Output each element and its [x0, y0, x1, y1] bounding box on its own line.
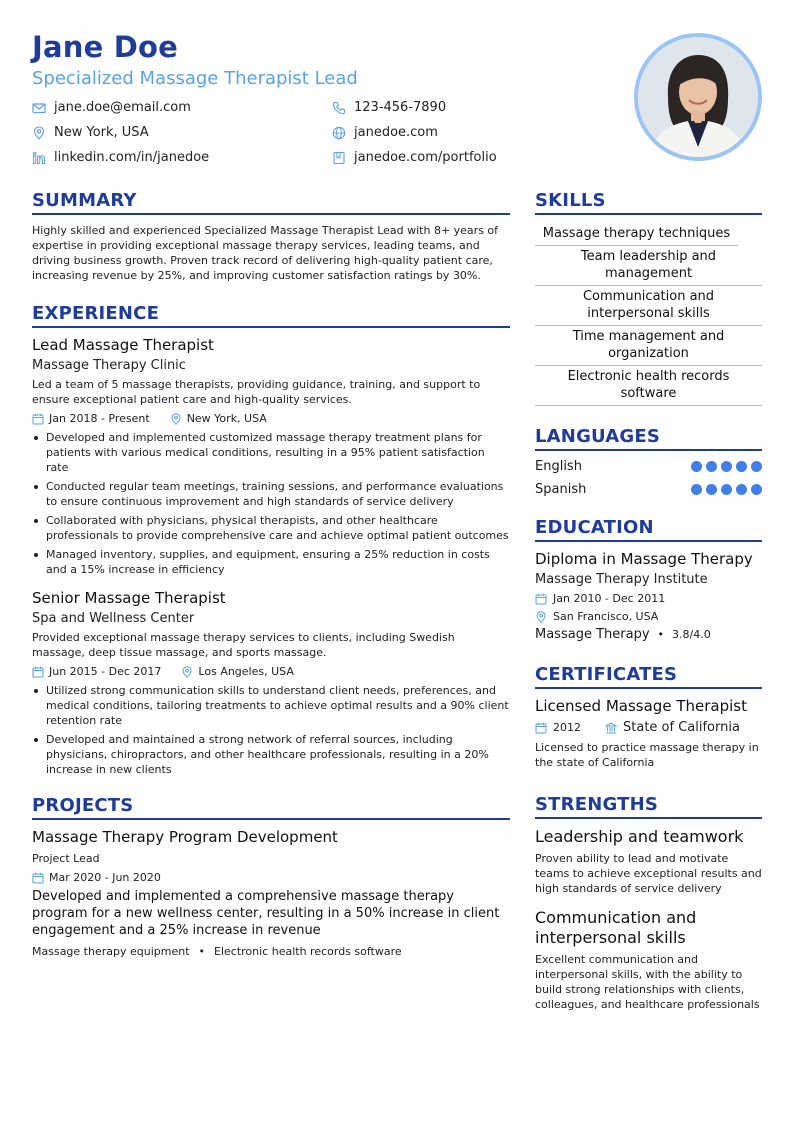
education-location-text: San Francisco, USA [553, 610, 659, 623]
languages-heading: LANGUAGES [535, 426, 762, 451]
summary-section [32, 190, 510, 283]
school-name: Massage Therapy Institute [535, 572, 708, 587]
candidate-headline: Specialized Massage Therapist Lead [32, 68, 358, 89]
right-column [535, 190, 762, 1012]
certificate-meta [535, 720, 762, 735]
skill-item: Electronic health records software [535, 366, 762, 406]
summary-text: Highly skilled and experienced Specialized Massage Therapist Lead with 8+ years of expertise in providing exceptional massage therapy services, leading teams, and driving business growth. Proven track record of delivering high-quality patient care, increasing revenue by 25%, and improving customer satisfaction ratings by 30%. [32, 224, 499, 282]
contact-location [32, 125, 149, 140]
contact-location-text: New York, USA [54, 125, 149, 140]
contact-linkedin-text: linkedin.com/in/janedoe [54, 150, 210, 165]
job-location-text: New York, USA [186, 412, 267, 425]
job-dates [32, 412, 150, 425]
skill-item: Communication and interpersonal skills [535, 286, 762, 326]
phone-icon [332, 101, 346, 115]
proficiency-dot [721, 461, 732, 472]
contact-phone-text: 123-456-7890 [354, 100, 447, 115]
job-title: Lead Massage Therapist [32, 336, 214, 354]
profile-photo [634, 33, 762, 161]
education-location [535, 610, 762, 623]
proficiency-dot [736, 461, 747, 472]
proficiency-dot [691, 461, 702, 472]
project-tag: Massage therapy equipment [32, 945, 190, 958]
proficiency-dot [721, 484, 732, 495]
location-pin-icon [181, 666, 193, 678]
certificate-description: Licensed to practice massage therapy in the state of California [535, 741, 759, 769]
language-row [535, 459, 762, 474]
job-achievements [32, 683, 510, 777]
job-achievements [32, 430, 510, 577]
proficiency-dot [706, 461, 717, 472]
gpa-separator: • [657, 628, 665, 641]
job-dates [32, 665, 161, 678]
achievement-item: Utilized strong communication skills to understand client needs, preferences, and medical conditions, tailoring treatments to achieve optimal results and a 90% client retention rate [32, 683, 510, 728]
gpa-value: 3.8/4.0 [672, 628, 711, 641]
contact-portfolio[interactable] [332, 150, 497, 165]
company-name: Spa and Wellness Center [32, 611, 195, 626]
achievement-item: Developed and implemented customized massage therapy treatment plans for patients with various medical conditions, resulting in a 95% patient satisfaction rate [32, 430, 510, 475]
experience-heading: EXPERIENCE [32, 303, 510, 328]
skill-item: Massage therapy techniques [535, 223, 738, 246]
projects-heading: PROJECTS [32, 795, 510, 820]
projects-section [32, 795, 510, 958]
job-location [181, 665, 293, 678]
institution-icon [605, 722, 617, 734]
proficiency-dot [751, 461, 762, 472]
certificate-year: 2012 [553, 721, 581, 734]
contact-linkedin[interactable] [32, 150, 209, 165]
globe-icon [332, 126, 346, 140]
project-description: Developed and implemented a comprehensive massage therapy program for a new wellness center, resulting in a 50% increase in client engagement and a 25% increase in revenue [32, 889, 500, 938]
achievement-item: Developed and maintained a strong network of referral sources, including physicians, chiropractors, and other healthcare professionals, resulting in a 20% increase in new clients [32, 732, 510, 777]
education-dates [535, 592, 762, 605]
job-description: Led a team of 5 massage therapists, providing guidance, training, and support to ensure exceptional patient care and high-quality services. [32, 378, 481, 406]
certificates-heading: CERTIFICATES [535, 664, 762, 689]
job-meta [32, 665, 510, 678]
strength-title: Communication and interpersonal skills [535, 908, 697, 947]
project-dates-text: Mar 2020 - Jun 2020 [49, 871, 161, 884]
education-heading: EDUCATION [535, 517, 762, 542]
proficiency-dot [736, 484, 747, 495]
linkedin-icon [32, 151, 46, 165]
proficiency-dot [706, 484, 717, 495]
skills-list [535, 223, 762, 406]
achievement-item: Conducted regular team meetings, training sessions, and performance evaluations to ensure continuous improvement and high standards of service delivery [32, 479, 510, 509]
proficiency-dot [691, 484, 702, 495]
calendar-icon [535, 593, 547, 605]
candidate-name: Jane Doe [32, 30, 179, 64]
strength-description: Excellent communication and interpersonal skills, with the ability to build strong relationships with clients, colleagues, and healthcare professionals [535, 953, 760, 1011]
proficiency-dot [751, 484, 762, 495]
field-of-study: Massage Therapy [535, 627, 650, 642]
language-row [535, 482, 762, 497]
experience-section [32, 303, 510, 777]
calendar-icon [535, 722, 547, 734]
project-title: Massage Therapy Program Development [32, 828, 338, 846]
education-section [535, 517, 762, 642]
company-name: Massage Therapy Clinic [32, 358, 186, 373]
proficiency-dots [687, 461, 762, 472]
achievement-item: Collaborated with physicians, physical therapists, and other healthcare professionals to provide comprehensive care and achieve optimal patient outcomes [32, 513, 510, 543]
strength-title: Leadership and teamwork [535, 827, 744, 846]
contact-website-text: janedoe.com [354, 125, 438, 140]
strength-description: Proven ability to lead and motivate teams to achieve exceptional results and high standards of service delivery [535, 852, 762, 895]
experience-item [32, 589, 510, 777]
skills-heading: SKILLS [535, 190, 762, 215]
education-dates-text: Jan 2010 - Dec 2011 [553, 592, 666, 605]
languages-section [535, 426, 762, 497]
project-role: Project Lead [32, 852, 100, 865]
calendar-icon [32, 413, 44, 425]
left-column [32, 190, 510, 958]
job-dates-text: Jun 2015 - Dec 2017 [49, 665, 162, 678]
job-description: Provided exceptional massage therapy services to clients, including Swedish massage, deep tissue massage, and sports massage. [32, 631, 455, 659]
skills-section [535, 190, 762, 406]
experience-item [32, 336, 510, 577]
language-name: English [535, 459, 582, 474]
email-icon [32, 101, 46, 115]
contact-email[interactable] [32, 100, 191, 115]
calendar-icon [32, 872, 44, 884]
bookmark-icon [332, 151, 346, 165]
project-tag: Electronic health records software [214, 945, 402, 958]
location-pin-icon [170, 413, 182, 425]
location-pin-icon [32, 126, 46, 140]
location-pin-icon [535, 611, 547, 623]
profile-portrait-icon [638, 37, 758, 157]
job-meta [32, 412, 510, 425]
strengths-section [535, 794, 762, 1012]
job-location-text: Los Angeles, USA [198, 665, 294, 678]
project-item [32, 828, 510, 958]
achievement-item: Managed inventory, supplies, and equipment, ensuring a 25% reduction in costs and a 15% increase in efficiency [32, 547, 510, 577]
job-location [170, 412, 267, 425]
contact-phone[interactable] [332, 100, 446, 115]
tag-separator: • [198, 945, 206, 958]
contact-email-text: jane.doe@email.com [54, 100, 191, 115]
project-dates [32, 871, 161, 884]
certificates-section [535, 664, 762, 770]
certificate-issuer: State of California [623, 720, 740, 735]
proficiency-dots [687, 484, 762, 495]
strengths-heading: STRENGTHS [535, 794, 762, 819]
language-name: Spanish [535, 482, 587, 497]
job-title: Senior Massage Therapist [32, 589, 226, 607]
skill-item: Team leadership and management [535, 246, 762, 286]
job-dates-text: Jan 2018 - Present [49, 412, 150, 425]
contact-website[interactable] [332, 125, 438, 140]
certificate-name: Licensed Massage Therapist [535, 697, 747, 715]
skill-item: Time management and organization [535, 326, 762, 366]
calendar-icon [32, 666, 44, 678]
project-meta [32, 871, 510, 884]
summary-heading: SUMMARY [32, 190, 510, 215]
education-field-gpa [535, 627, 762, 642]
degree-title: Diploma in Massage Therapy [535, 550, 753, 568]
contact-portfolio-text: janedoe.com/portfolio [354, 150, 497, 165]
project-tags [32, 945, 510, 958]
